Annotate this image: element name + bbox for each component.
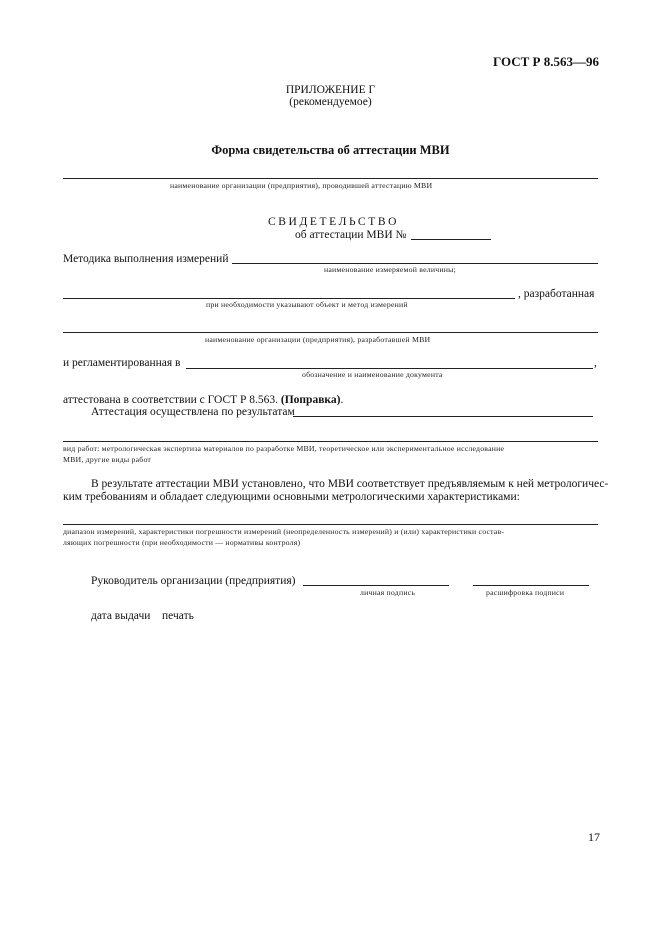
method-line bbox=[232, 263, 598, 264]
work-type-caption-1: вид работ: метрологическая экспертиза материалов по разработке МВИ, теоретическое или экспериментальное исследование bbox=[63, 444, 505, 453]
form-title: Форма свидетельства об аттестации МВИ bbox=[211, 143, 450, 157]
personal-signature-caption: личная подпись bbox=[360, 588, 416, 597]
results-label: Аттестация осуществлена по результатам bbox=[91, 406, 295, 418]
certificate-subheading: об аттестации МВИ № bbox=[295, 229, 407, 241]
result-paragraph-line-1: В результате аттестации МВИ установлено, что МВИ соответствует предъявляемым к ней метрологичес- bbox=[91, 478, 609, 490]
characteristics-line bbox=[63, 524, 598, 525]
certificate-heading: СВИДЕТЕЛЬСТВО bbox=[268, 216, 399, 228]
signature-decode-line bbox=[473, 585, 589, 586]
personal-signature-line bbox=[303, 585, 449, 586]
org-caption: наименование организации (предприятия), проводившей аттестацию МВИ bbox=[170, 181, 433, 190]
signature-decode-caption: расшифровка подписи bbox=[486, 588, 565, 597]
developer-org-line bbox=[63, 332, 598, 333]
issue-date-label: дата выдачи bbox=[91, 610, 151, 622]
developer-org-caption: наименование организации (предприятия), разработавшей МВИ bbox=[205, 335, 431, 344]
method-label: Методика выполнения измерений bbox=[63, 253, 229, 265]
regulated-line bbox=[186, 368, 593, 369]
object-method-line bbox=[63, 298, 515, 299]
work-type-caption-2: МВИ, другие виды работ bbox=[63, 455, 152, 464]
object-method-caption: при необходимости указывают объект и метод измерений bbox=[206, 300, 408, 309]
appendix-subtitle: (рекомендуемое) bbox=[289, 96, 372, 108]
org-line bbox=[63, 178, 598, 179]
page-number: 17 bbox=[588, 830, 600, 844]
regulated-comma: , bbox=[594, 357, 597, 369]
attested-end: . bbox=[340, 394, 344, 406]
work-type-line bbox=[63, 441, 598, 442]
certificate-number-line bbox=[411, 239, 491, 240]
result-paragraph-line-2: ким требованиям и обладает следующими основными метрологическими характеристиками: bbox=[63, 491, 520, 503]
results-line bbox=[293, 416, 593, 417]
standard-code: ГОСТ Р 8.563—96 bbox=[493, 54, 599, 69]
regulated-label: и регламентированная в bbox=[63, 357, 181, 369]
characteristics-caption-1: диапазон измерений, характеристики погрешности измерений (неопределенность измерений) и (или) характеристики состав- bbox=[63, 527, 505, 536]
document-caption: обозначение и наименование документа bbox=[302, 370, 443, 379]
stamp-label: печать bbox=[162, 610, 194, 622]
signature-label: Руководитель организации (предприятия) bbox=[91, 575, 296, 587]
correction-note: (Поправка) bbox=[280, 394, 341, 406]
characteristics-caption-2: ляющих погрешности (при необходимости — нормативы контроля) bbox=[63, 538, 301, 547]
attested-prefix: аттестована в соответствии с ГОСТ Р 8.563. bbox=[63, 394, 279, 406]
method-caption: наименование измеряемой величины; bbox=[324, 265, 456, 274]
appendix-title: ПРИЛОЖЕНИЕ Г bbox=[285, 84, 376, 96]
developed-suffix: , разработанная bbox=[518, 288, 595, 300]
